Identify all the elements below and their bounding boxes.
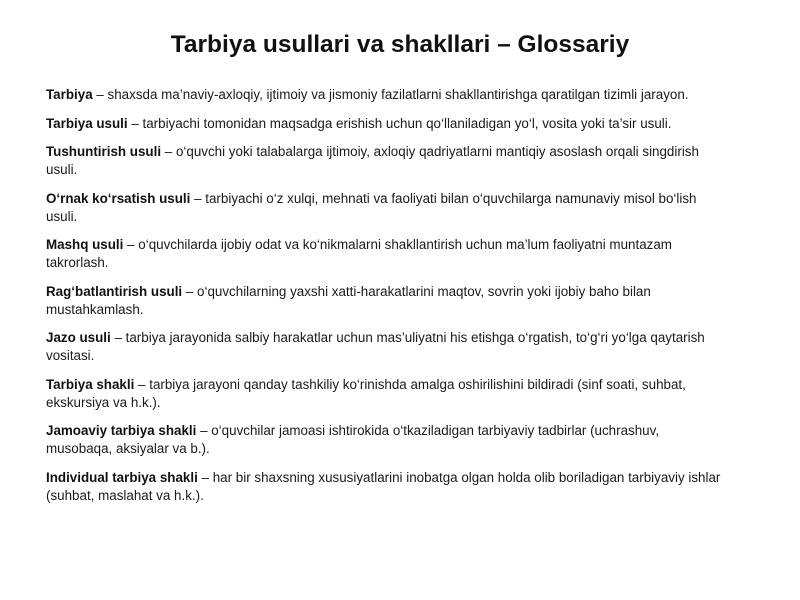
glossary-entry-jamoaviy-tarbiya-shakli: [46, 422, 726, 458]
glossary-term: Tarbiya shakli: [46, 376, 135, 392]
glossary-entry-ornak-korsatish-usuli: [46, 190, 726, 226]
glossary-definition: o‘quvchilar jamoasi ishtirokida o‘tkaziladigan tarbiyaviy tadbirlar (uchrashuv, musobaqa, aksiyalar va b.).: [46, 423, 660, 456]
glossary-term: Tarbiya usuli: [46, 115, 128, 131]
glossary-entry-tushuntirish-usuli: [46, 143, 726, 179]
term-separator: –: [161, 144, 176, 159]
glossary-definition: o‘quvchilarning yaxshi xatti-harakatlarini maqtov, sovrin yoki ijobiy baho bilan mustahkamlash.: [46, 283, 651, 317]
glossary-entry-ragbatlantirish-usuli: [46, 283, 726, 319]
glossary-list: [46, 86, 726, 515]
glossary-definition: tarbiya jarayoni qanday tashkiliy ko‘rinishda amalga oshirilishini bildiradi (sinf soati, suhbat, ekskursiya va h.k.).: [46, 376, 686, 410]
glossary-definition: o‘quvchi yoki talabalarga ijtimoiy, axloqiy qadriyatlarni mantiqiy asoslash orqali singdirish usuli.: [46, 144, 699, 177]
glossary-definition: har bir shaxsning xususiyatlarini inobatga olgan holda olib boriladigan tarbiyaviy ishlar (suhbat, maslahat va h.k.).: [46, 469, 721, 503]
term-separator: –: [190, 190, 206, 206]
glossary-definition: tarbiyachi o‘z xulqi, mehnati va faoliyati bilan o‘quvchilarga namunaviy misol bo‘lish usuli.: [46, 190, 697, 224]
glossary-term: Rag‘batlantirish usuli: [46, 283, 183, 299]
term-separator: –: [134, 376, 150, 392]
glossary-definition: o‘quvchilarda ijobiy odat va ko‘nikmalarni shakllantirish uchun ma’lum faoliyatni muntazam takrorlash.: [46, 237, 672, 270]
page-title: Tarbiya usullari va shakllari – Glossariy: [170, 31, 630, 58]
glossary-definition: tarbiya jarayonida salbiy harakatlar uchun mas’uliyatni his etishga o‘rgatish, to‘g‘ri yo‘lga qaytarish vositasi.: [46, 330, 705, 363]
glossary-term: Individual tarbiya shakli: [46, 469, 198, 485]
glossary-term: Jamoaviy tarbiya shakli: [46, 423, 197, 438]
glossary-entry-tarbiya-usuli: [46, 115, 726, 133]
glossary-term: Mashq usuli: [46, 237, 124, 252]
term-separator: –: [182, 283, 198, 299]
term-separator: –: [110, 330, 126, 345]
term-separator: –: [123, 237, 139, 252]
glossary-term: O‘rnak ko‘rsatish usuli: [46, 190, 191, 206]
term-separator: –: [196, 423, 212, 438]
term-separator: –: [197, 469, 213, 485]
glossary-term: Tushuntirish usuli: [46, 144, 162, 159]
glossary-entry-individual-tarbiya-shakli: [46, 469, 726, 505]
term-separator: –: [127, 115, 143, 131]
glossary-entry-jazo-usuli: [46, 329, 726, 365]
glossary-term: Jazo usuli: [46, 330, 111, 345]
glossary-definition: tarbiyachi tomonidan maqsadga erishish uchun qo‘llaniladigan yo‘l, vosita yoki ta’sir usuli.: [142, 115, 672, 131]
glossary-entry-tarbiya: [46, 86, 726, 104]
glossary-definition: shaxsda ma’naviy-axloqiy, ijtimoiy va jismoniy fazilatlarni shakllantirishga qaratilgan tizimli jarayon.: [107, 87, 689, 102]
glossary-entry-tarbiya-shakli: [46, 376, 726, 412]
term-separator: –: [92, 87, 108, 102]
glossary-entry-mashq-usuli: [46, 236, 726, 272]
glossary-term: Tarbiya: [46, 87, 93, 102]
